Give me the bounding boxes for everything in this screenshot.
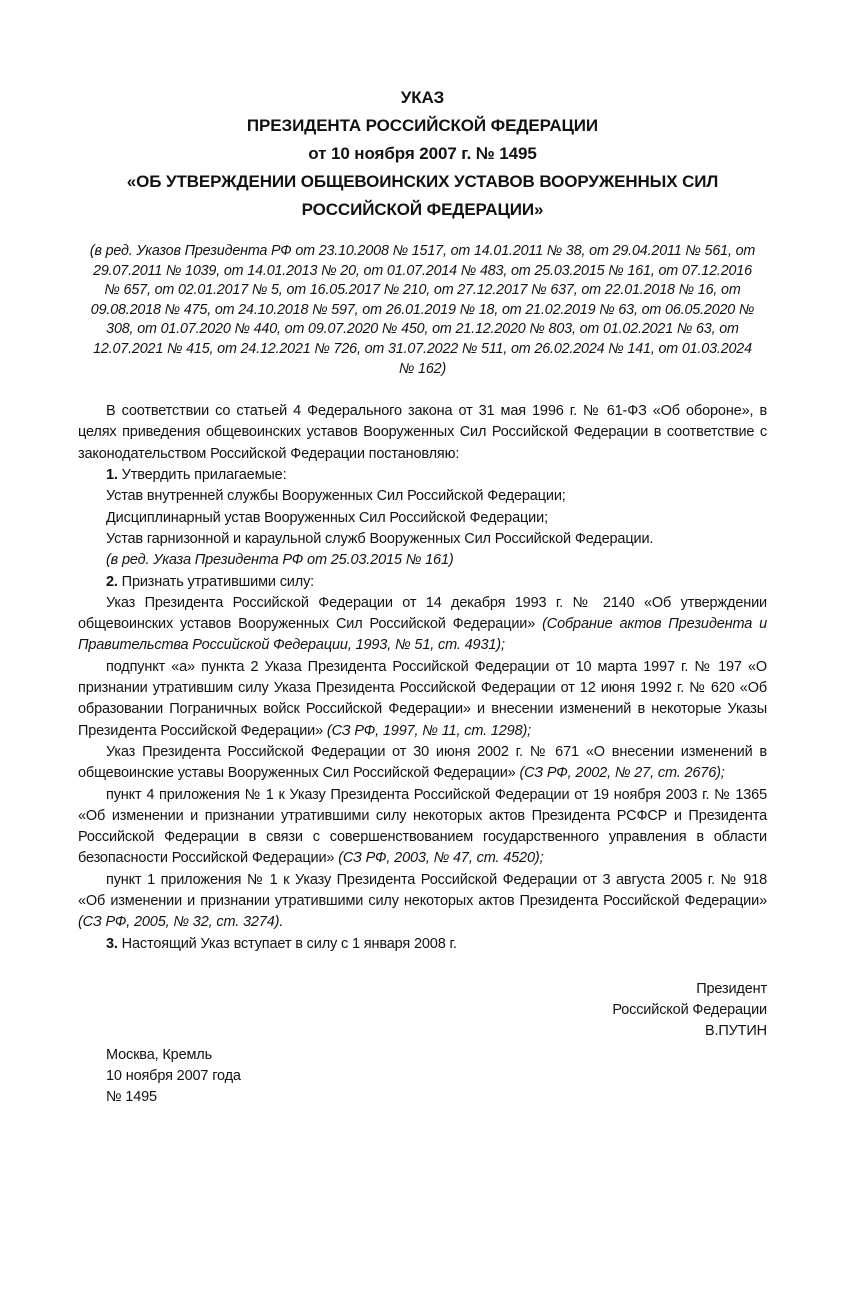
paragraph bbox=[78, 742, 767, 785]
paragraph bbox=[78, 934, 767, 955]
paragraph bbox=[78, 508, 767, 529]
paragraph-text: В соответствии со статьей 4 Федерального закона от 31 мая 1996 г. № 61-ФЗ «Об обороне», в целях приведения общевоинских уставов Вооруженных Сил Российской Федерации в соответствие с законодательством Российской Федерации постановляю: bbox=[78, 403, 767, 462]
paragraph-text: пункт 1 приложения № 1 к Указу Президента Российской Федерации от 3 августа 2005 г. № 918 «Об изменении и признании утратившими силу некоторых актов Президента Российской Федерации» bbox=[78, 871, 767, 909]
paragraph-text: Устав внутренней службы Вооруженных Сил Российской Федерации; bbox=[106, 488, 566, 505]
paragraph bbox=[78, 529, 767, 550]
paragraph-text: пункт 4 приложения № 1 к Указу Президента Российской Федерации от 19 ноября 2003 г. № 1365 «Об изменении и признании утратившими силу некоторых актов Президента РСФСР и Президента Российской Федерации в связи с совершенствованием государственного управления в области безопасности Российской Федерации» bbox=[78, 786, 767, 867]
edition-note: (в ред. Указов Президента РФ от 23.10.2008 № 1517, от 14.01.2011 № 38, от 29.04.2011 № 561, от 29.07.2011 № 1039, от 14.01.2013 № 20, от 01.07.2014 № 483, от 25.03.2015 № 161, от 07.12.2016 № 657, от 02.01.2017 № 5, от 16.05.2017 № 210, от 27.12.2017 № 637, от 22.01.2018 № 16, от 09.08.2018 № 475, от 24.10.2018 № 597, от 26.01.2019 № 18, от 21.02.2019 № 63, от 06.05.2020 № 308, от 01.07.2020 № 440, от 09.07.2020 № 450, от 21.12.2020 № 803, от 01.02.2021 № 63, от 12.07.2021 № 415, от 24.12.2021 № 726, от 31.07.2022 № 511, от 26.02.2024 № 141, от 01.03.2024 № 162) bbox=[89, 243, 756, 377]
paragraph-number: 2. bbox=[106, 573, 118, 590]
paragraph-text: Признать утратившими силу: bbox=[117, 573, 315, 590]
paragraph-number: 1. bbox=[106, 467, 118, 484]
decree-title bbox=[78, 84, 767, 224]
paragraph bbox=[78, 785, 767, 870]
paragraph bbox=[78, 486, 767, 507]
signature-line: Российской Федерации bbox=[612, 1002, 767, 1019]
paragraph-text: Дисциплинарный устав Вооруженных Сил Российской Федерации; bbox=[106, 509, 548, 526]
signature-line: В.ПУТИН bbox=[704, 1023, 767, 1040]
decree-title-line: от 10 ноября 2007 г. № 1495 bbox=[308, 144, 537, 163]
paragraph-text: Утвердить прилагаемые: bbox=[117, 467, 287, 484]
paragraph bbox=[78, 572, 767, 593]
issue-info-line: № 1495 bbox=[106, 1089, 157, 1106]
decree-body bbox=[78, 401, 767, 955]
citation-text: (СЗ РФ, 1997, № 11, ст. 1298); bbox=[326, 722, 532, 739]
citation-text: (СЗ РФ, 2005, № 32, ст. 3274). bbox=[78, 914, 284, 931]
decree-title-line: УКАЗ bbox=[400, 88, 445, 107]
citation-text: (СЗ РФ, 2003, № 47, ст. 4520); bbox=[338, 850, 544, 867]
paragraph-text: подпункт «а» пункта 2 Указа Президента Российской Федерации от 10 марта 1997 г. № 197 «О признании утратившим силу Указа Президента Российской Федерации от 12 июня 1992 г. № 620 «Об образовании Пограничных войск Российской Федерации» и внесении изменений в некоторые Указы Президента Российской Федерации» bbox=[78, 658, 767, 739]
issue-info-line: Москва, Кремль bbox=[106, 1046, 213, 1063]
paragraph bbox=[78, 870, 767, 934]
issue-info-block bbox=[78, 1045, 767, 1109]
citation-text: (в ред. Указа Президента РФ от 25.03.2015 № 161) bbox=[106, 552, 454, 569]
paragraph bbox=[78, 401, 767, 465]
paragraph-number: 3. bbox=[106, 935, 118, 952]
paragraph-text: Устав гарнизонной и караульной служб Вооруженных Сил Российской Федерации. bbox=[106, 530, 654, 547]
paragraph-text: Указ Президента Российской Федерации от 30 июня 2002 г. № 671 «О внесении изменений в общевоинские уставы Вооруженных Сил Российской Федерации» bbox=[78, 743, 767, 782]
signature-line: Президент bbox=[696, 980, 767, 997]
decree-title-line: «ОБ УТВЕРЖДЕНИИ ОБЩЕВОИНСКИХ УСТАВОВ ВООРУЖЕННЫХ СИЛ РОССИЙСКОЙ ФЕДЕРАЦИИ» bbox=[126, 172, 719, 219]
paragraph bbox=[78, 657, 767, 742]
paragraph-text: Настоящий Указ вступает в силу с 1 января 2008 г. bbox=[117, 935, 457, 952]
paragraph bbox=[78, 550, 767, 571]
paragraph bbox=[78, 465, 767, 486]
paragraph bbox=[78, 593, 767, 657]
signature-block bbox=[78, 979, 767, 1043]
citation-text: (Собрание актов Президента и Правительства Российской Федерации, 1993, № 51, ст. 4931); bbox=[78, 616, 767, 654]
decree-title-line: ПРЕЗИДЕНТА РОССИЙСКОЙ ФЕДЕРАЦИИ bbox=[246, 116, 599, 135]
paragraph-text: Указ Президента Российской Федерации от 14 декабря 1993 г. № 2140 «Об утверждении общевоинских уставов Вооруженных Сил Российской Федерации» bbox=[78, 594, 767, 633]
citation-text: (СЗ РФ, 2002, № 27, ст. 2676); bbox=[519, 765, 725, 782]
issue-info-line: 10 ноября 2007 года bbox=[106, 1068, 241, 1085]
